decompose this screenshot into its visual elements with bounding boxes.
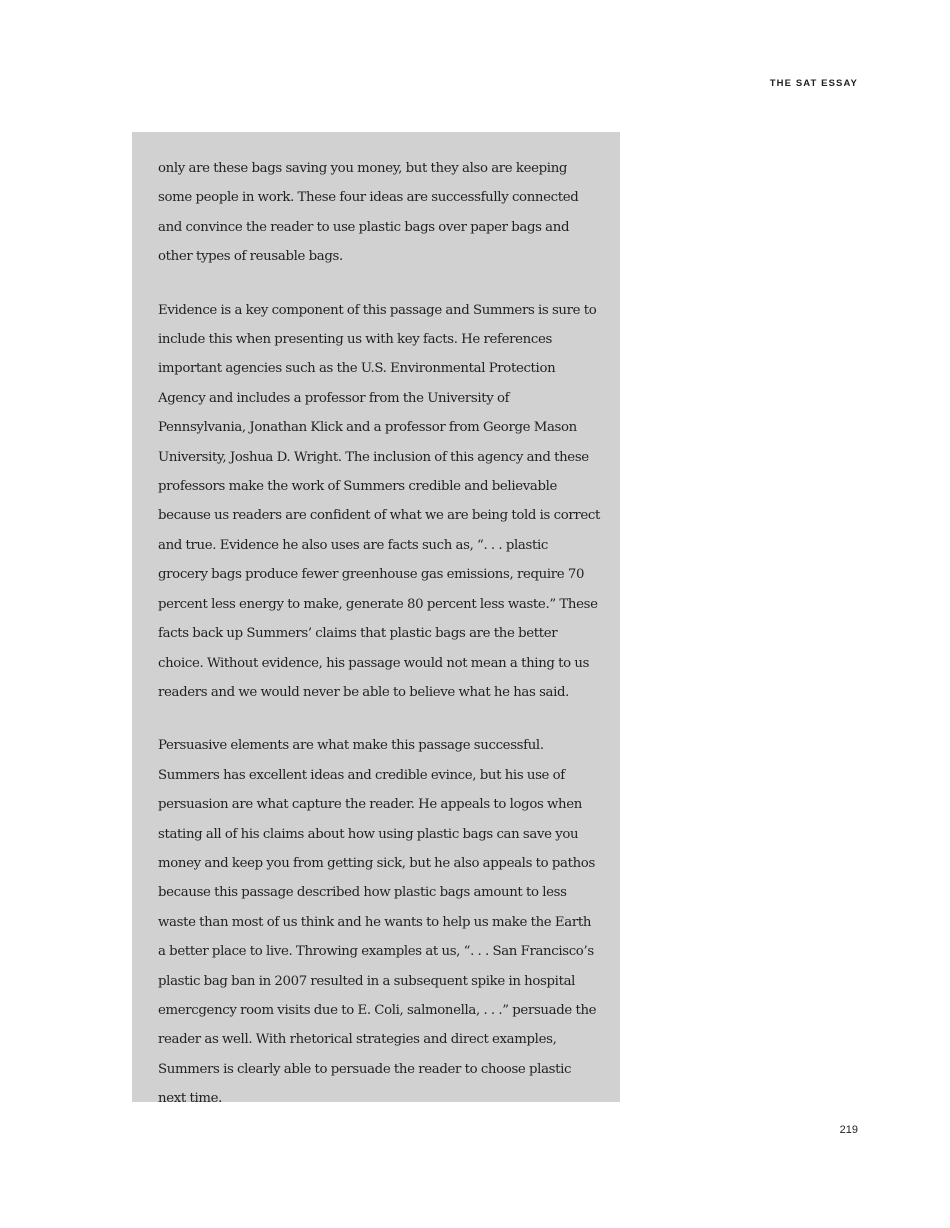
essay-paragraph-2: Evidence is a key component of this passage and Summers is sure to include this when presenting us with key facts. He references important agencies such as the U.S. Environmental Protection Agency and includes a professor from the University of Pennsylvania, Jonathan Klick and a professor from George Mason University, Joshua D. Wright. The inclusion of this agency and these professors make the work of Summers credible and believable because us readers are confident of what we are being told is correct and true. Evidence he also uses are facts such as, “. . . plastic grocery bags produce fewer greenhouse gas emissions, require 70 percent less energy to make, generate 80 percent less waste.” These facts back up Summers’ claims that plastic bags are the better choice. Without evidence, his passage would not mean a thing to us readers and we would never be able to believe what he has said. [158,302,600,700]
essay-paragraph-3: Persuasive elements are what make this passage successful. Summers has excellent ideas and credible evince, but his use of persuasion are what capture the reader. He appeals to logos when stating all of his claims about how using plastic bags can save you money and keep you from getting sick, but he also appeals to pathos because this passage described how plastic bags amount to less waste than most of us think and he wants to help us make the Earth a better place to live. Throwing examples at us, “. . . San Francisco’s plastic bag ban in 2007 resulted in a subsequent spike in hospital emercgency room visits due to E. Coli, salmonella, . . .” persuade the reader as well. With rhetorical strategies and direct examples, Summers is clearly able to persuade the reader to choose plastic next time. [158,738,597,1107]
page-number: 219 [839,1124,858,1136]
sample-essay-box [132,132,620,1107]
running-header: THE SAT ESSAY [769,78,858,89]
essay-paragraph-1: only are these bags saving you money, but they also are keeping some people in work. These four ideas are successfully connected and convince the reader to use plastic bags over paper bags and other types of reusable bags. [158,161,579,265]
